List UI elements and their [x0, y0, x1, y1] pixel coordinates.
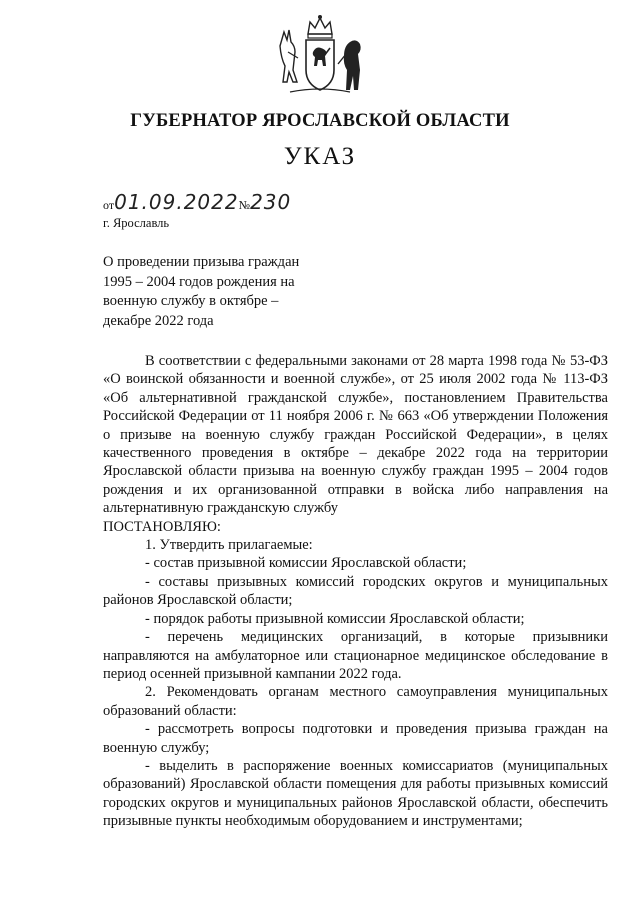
clause-1-item-2: - составы призывных комиссий городских округов и муниципальных районов Ярославской области;: [103, 573, 608, 609]
handwritten-date: 01.09.2022: [114, 190, 239, 214]
clause-1-item-3: - порядок работы призывной комиссии Ярославской области;: [145, 610, 525, 627]
preamble-paragraph: В соответствии с федеральными законами от 28 марта 1998 года № 53-ФЗ «О воинской обязанности и военной службе», от 25 июля 2002 года № 113-ФЗ «Об альтернативной гражданской службе», постановлением Правительства Российской Федерации от 11 ноября 2006 г. № 663 «Об утверждении Положения о призыве на военную службу граждан Российской Федерации», в целях качественного проведения в октябре – декабре 2022 года на территории Ярославской области призыва на военную службу граждан 1995 – 2004 годов рождения и их организованной отправки в войска либо направления на альтернативную гражданскую службу: [103, 353, 608, 517]
coat-of-arms-emblem: [272, 12, 368, 96]
number-prefix: №: [238, 198, 251, 212]
city-label: г. Ярославль: [103, 216, 170, 230]
clause-2: 2. Рекомендовать органам местного самоуправления муниципальных образований области:: [103, 684, 608, 719]
decree-subject: О проведении призыва граждан 1995 – 2004 годов рождения на военную службу в октябре – декабре 2022 года: [103, 254, 300, 329]
governor-heading: ГУБЕРНАТОР ЯРОСЛАВСКОЙ ОБЛАСТИ: [130, 111, 510, 131]
date-number-line: [103, 190, 291, 214]
clause-2-item-2: - выделить в распоряжение военных комиссариатов (муниципальных образований) Ярославской области помещения для работы призывных комиссий городских округов и муниципальных районов Ярославской области, обеспечить призывные пункты необходимым оборудованием и инструментами;: [103, 757, 608, 830]
resolve-keyword: ПОСТАНОВЛЯЮ:: [103, 518, 221, 535]
clause-2-item-1: - рассмотреть вопросы подготовки и проведения призыва граждан на военную службу;: [103, 721, 608, 756]
decree-title: УКАЗ: [283, 143, 357, 170]
clause-1-item-4: - перечень медицинских организаций, в которые призывники направляются на амбулаторное или стационарное медицинское обследование в период осенней призывной кампании 2022 года.: [103, 629, 608, 682]
date-prefix: от: [103, 198, 115, 212]
clause-1: 1. Утвердить прилагаемые:: [145, 537, 313, 554]
decree-body: [103, 352, 608, 831]
clause-1-item-1: - состав призывной комиссии Ярославской области;: [145, 555, 467, 572]
handwritten-number: 230: [250, 190, 292, 214]
